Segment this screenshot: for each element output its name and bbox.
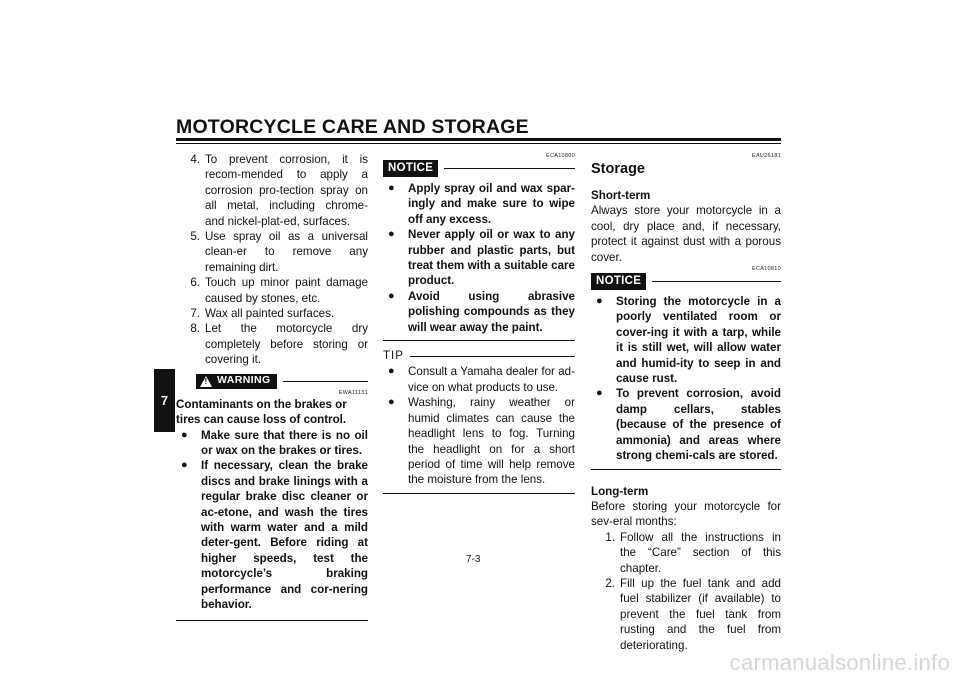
column-3 [591, 152, 781, 653]
header-rule-thick [176, 138, 781, 141]
notice-code: ECA10800 [545, 153, 575, 159]
list-text: Touch up minor paint damage caused by stones, etc. [205, 276, 368, 305]
tip-box-end-rule [383, 493, 575, 494]
page-number: 7-3 [466, 554, 481, 565]
header-rule-thin [176, 143, 781, 144]
notice-bullet [591, 386, 781, 463]
notice-header-line [652, 281, 781, 282]
bullet-icon: ● [181, 459, 188, 472]
notice-box-end-rule [383, 340, 575, 341]
notice-header-line [444, 168, 575, 169]
warning-box [176, 374, 368, 622]
bullet-icon: ● [388, 396, 395, 409]
bullet-text: Never apply oil or wax to any rubber and plastic parts, but treat them with a suitable care product. [408, 228, 575, 288]
column-2 [383, 152, 575, 494]
list-item [176, 306, 368, 321]
warning-triangle-icon: ! [200, 376, 212, 387]
bullet-text: Avoid using abrasive polishing compounds as they will wear away the paint. [408, 289, 575, 334]
list-number: 6. [190, 276, 200, 290]
bullet-text: Make sure that there is no oil or wax on the brakes or tires. [201, 428, 368, 457]
bullet-text: Storing the motorcycle in a poorly ventilated room or cover-ing it with a tarp, while it is still wet, will allow water and humid-ity to seep in and cause rust. [616, 295, 781, 386]
list-number: 7. [190, 307, 200, 321]
list-item [176, 275, 368, 306]
long-term-heading: Long-term [591, 484, 649, 498]
notice-bullet [383, 227, 575, 289]
notice-banner: NOTICE [383, 160, 438, 177]
list-text: Follow all the instructions in the “Care” section of this chapter. [620, 530, 781, 575]
notice-banner: NOTICE [591, 273, 646, 290]
list-number: 5. [190, 230, 200, 244]
notice-bullet [591, 294, 781, 386]
warning-code: EWA11131 [338, 389, 368, 396]
chapter-tab-number: 7 [160, 393, 169, 408]
list-item [591, 576, 781, 653]
list-number: 1. [605, 530, 615, 544]
list-text: To prevent corrosion, it is recom-mended to apply a corrosion pro-tection spray on all metal, including chrome- and nickel-plat-ed, surfaces. [205, 153, 368, 228]
warning-header [176, 374, 368, 389]
column-1 [176, 152, 368, 621]
tip-bullet [383, 364, 575, 395]
warning-label: WARNING [217, 374, 271, 387]
short-term-heading: Short-term [591, 189, 651, 202]
list-text: Wax all painted surfaces. [205, 307, 335, 321]
list-item [591, 530, 781, 576]
tip-header-line [410, 356, 575, 357]
warning-header-line [283, 381, 368, 382]
list-number: 2. [605, 576, 615, 590]
notice-bullet [383, 181, 575, 227]
bullet-text: Washing, rainy weather or humid climates can cause the headlight lens to fog. Turning the headlight on for a short period of time will help remove the moisture from the lens. [408, 396, 575, 487]
bullet-text: Apply spray oil and wax spar-ingly and make sure to wipe off any excess. [408, 182, 575, 226]
warning-bullet [176, 458, 368, 612]
long-term-text: Before storing your motorcycle for sev-eral months: [591, 499, 781, 529]
warning-bullet [176, 428, 368, 459]
warning-banner [196, 374, 277, 389]
bullet-icon: ● [596, 295, 603, 308]
bullet-icon: ● [596, 387, 603, 400]
bullet-icon: ● [388, 182, 395, 194]
section-code: EAU26181 [751, 153, 781, 159]
list-number: 8. [190, 322, 200, 336]
notice-bullet [383, 289, 575, 335]
short-term-text: Always store your motorcycle in a cool, dry place and, if necessary, protect it against dust with a porous cover. [591, 204, 781, 264]
section-heading: Storage [591, 161, 645, 177]
bullet-text: To prevent corrosion, avoid damp cellars, stables (because of the presence of ammonia) and areas where strong chemi-cals are stored. [616, 387, 781, 463]
notice-box-end-rule [591, 469, 781, 470]
warning-box-end-rule [176, 620, 368, 621]
bullet-text: If necessary, clean the brake discs and brake linings with a regular brake disc cleaner or ac-etone, and wash the tires with warm water and a mild deter-gent. Before riding at higher speeds, test the motorcycle’s braking performance and cor-nering behavior. [201, 459, 368, 611]
list-text: Let the motorcycle dry completely before storing or covering it. [205, 322, 368, 367]
notice-header [591, 273, 781, 290]
list-item [176, 229, 368, 275]
notice-header [383, 160, 575, 177]
watermark: carmanualsonline.info [729, 650, 950, 675]
list-item [176, 321, 368, 367]
chapter-tab [154, 369, 175, 432]
bullet-text: Consult a Yamaha dealer for ad-vice on what products to use. [408, 365, 575, 394]
tip-bullet [383, 395, 575, 487]
list-item [176, 152, 368, 229]
tip-header [383, 349, 575, 364]
tip-label: TIP [383, 350, 404, 363]
page-title: MOTORCYCLE CARE AND STORAGE [176, 116, 529, 138]
bullet-icon: ● [388, 365, 395, 378]
bullet-icon: ● [388, 228, 395, 241]
bullet-icon: ● [181, 428, 188, 441]
list-text: Fill up the fuel tank and add fuel stabilizer (if available) to prevent the fuel tank from rusting and the fuel from deteriorating. [620, 576, 781, 652]
list-text: Use spray oil as a universal clean-er to remove any remaining dirt. [205, 230, 368, 274]
notice-code: ECA10810 [751, 266, 781, 273]
warning-lead: Contaminants on the brakes or tires can cause loss of control. [176, 397, 347, 427]
list-number: 4. [190, 153, 200, 166]
bullet-icon: ● [388, 289, 395, 302]
